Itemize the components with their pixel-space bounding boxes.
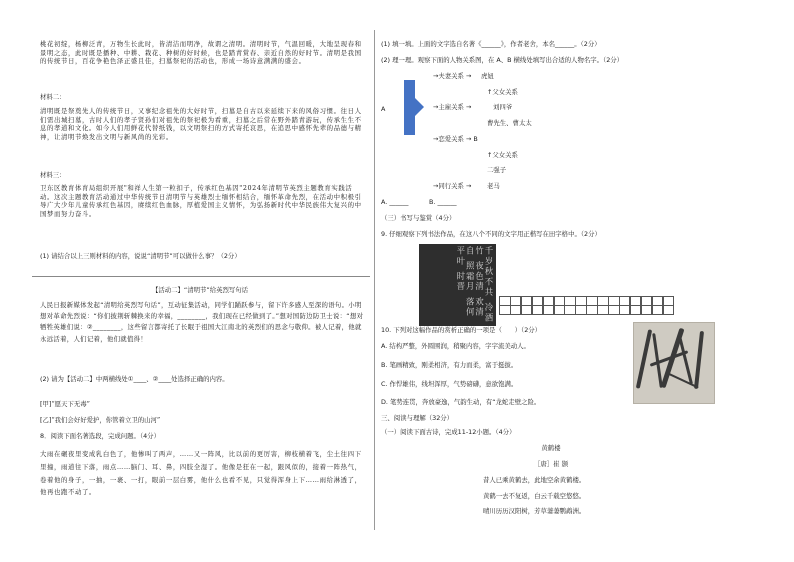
grid-cell[interactable] <box>499 305 511 315</box>
poem-title: 黄鹤楼 <box>541 444 561 452</box>
tianzige-grid-row2[interactable] <box>499 305 674 315</box>
relation-spouse: →夫妻关系 → <box>433 72 472 80</box>
section-reading: 三、阅读与理解（32分） <box>381 414 454 422</box>
person-a-arrow <box>404 80 415 135</box>
q10-option-c: C. 作悍雄伟，线坦浑厚，气势磅礴，意欲饱满。 <box>381 380 518 388</box>
poem-line-1: 昔人已乘黄鹤去，此地空余黄鹤楼。 <box>483 476 586 484</box>
grid-cell[interactable] <box>586 305 598 315</box>
poem-author: ［唐］崔 颢 <box>534 460 568 468</box>
material3-text: 卫东区教育体育局组织开展"和祥人生第一粒扣子，传承红色基因"2024年清明节英烈主题教育实践活动。这次主题教育活动通过中华传统节日清明节与英雄烈士缅怀相结合，缅怀革命先烈，在活动中积极引导广大少年儿童传承红色基因，赓续红色血脉，厚植爱国主义情怀，为弘扬新时代中华民族伟大复兴的中国梦而努力奋斗。 <box>40 184 362 218</box>
reading-instructions: （一）阅读下面古诗，完成11-12小题。（4分） <box>381 428 516 436</box>
brush-stroke <box>636 329 652 389</box>
grid-cell[interactable] <box>564 305 576 315</box>
grid-cell[interactable] <box>608 305 620 315</box>
intro-paragraph: 桃花初绽，杨柳泛青，万物生长此时，皆清洁而明净，故谓之清明。清明时节，气温回暖，大地呈现春和景明之态，此时既是播种、中耕、栽花、种树的好时候，也是踏青赏春、亲近自然的好时节。清明是我国的传统节日，百花争艳色泽正盛且佳，扫墓祭祀的活动也，形成一场诗意满满的盛会。 <box>40 40 362 66</box>
relation-father-daughter-1: ↑父女关系 <box>487 88 518 96</box>
material2-text: 清明既是祭奠先人的传统节日，又事纪念祖先的大好时节，扫墓是自古以来延续下来的风俗习惯。往日人们需出城扫墓，古时人们的孝子贤孙们对祖先的祭祀极为看重，扫墓之后常在野外踏青游玩，传承生生不息的孝道和文化。如今人们用鲜花代替纸钱，以文明祭扫的方式寄托哀思，在追思中感怀先辈的品德与精神，让清明节焕发出文明与新风尚的光彩。 <box>40 107 362 141</box>
option-jia: [甲]“愿天下无毒” <box>40 400 90 408</box>
left-column <box>30 0 368 562</box>
section-writing: （三）书写与鉴赏（4分） <box>381 214 456 222</box>
material3-title: 材料三： <box>40 171 66 179</box>
column-divider <box>374 30 375 530</box>
question-8: 8．阅读下面名著选段，完成问题。（4分） <box>40 432 160 440</box>
relation-lovers: →恋爱关系 → B <box>433 135 478 143</box>
relation-employer: →主雇关系 → <box>433 103 472 111</box>
calligraphy-artwork: 千岁秋不共 冷酒竹 夜色清 欢清自 照霜月 落何 平叶 时晋 <box>419 244 496 326</box>
poem-line-3: 晴川历历汉阳树，芳草萋萋鹦鹉洲。 <box>483 507 586 515</box>
q10-option-a: A. 结构严整，外圆围润，稍聚内容，字字流美动人。 <box>381 342 530 350</box>
name-cao: 曹先生、曹太太 <box>487 119 532 127</box>
grid-cell[interactable] <box>554 305 566 315</box>
grid-cell[interactable] <box>652 305 664 315</box>
answer-b: B. ______ <box>429 198 457 206</box>
grid-cell[interactable] <box>663 305 675 315</box>
grid-cell[interactable] <box>532 305 544 315</box>
grid-cell[interactable] <box>630 305 642 315</box>
novel-passage: 大雨在碾夜里变成乳白色了，他惨叫了两声，……又一阵风，比以前的更厉害，柳枝横着飞，尘土往四下里撞，雨道往下落，雨点……脑门、耳、鼻，四肢全湿了。他像是狂在一起，跟风似的，接着一阵热气，卷着他的身子，一抽，一裹、一打，眼前一层白雾，他什么也看不见，只觉得浑身上下……雨给淋透了，他再也跑不动了。 <box>40 450 362 497</box>
divider-line <box>32 276 370 277</box>
grid-cell[interactable] <box>510 305 522 315</box>
question-10: 10. 下列对这幅作品的赏析正确的一项是（ ）（2分） <box>381 326 542 334</box>
relation-father-daughter-2: ↑父女关系 <box>487 151 518 159</box>
arrow-tip-icon <box>415 98 424 116</box>
cursive-calligraphy-image <box>633 322 715 404</box>
grid-cell[interactable] <box>619 305 631 315</box>
grid-cell[interactable] <box>641 305 653 315</box>
question-9: 9. 仔细观察下列书法作品，在这八个不同的文字用正楷写在田字格中。（2分） <box>381 230 601 238</box>
activity2-text: 人民日报新媒体发起“清明给英烈写句话”，互动征集活动，同学们踊跃参与，留下许多感人至深的语句。小明想对革命先烈说：“你们披荆斩棘换来的幸福，________，我们现在已经做到了。”想对国防边防卫士说：“想对牺牲英雄们说：②________，这些留言都寄托了长眠于祖国大江南北的英烈们的思念与敬仰。被人记着，他就永远活着，人们记着，他们就值得！ <box>40 301 364 343</box>
grid-cell[interactable] <box>575 305 587 315</box>
question-1: (1) 请结合以上三则材料的内容，说说“清明节”可以做什么事？（2分） <box>40 252 241 260</box>
label-a: A <box>381 105 386 113</box>
question-2: (2) 请为【活动二】中两横线处①____、②____处选择正确的内容。 <box>40 375 229 383</box>
name-huniu: 虎妞 <box>481 72 494 80</box>
grid-cell[interactable] <box>543 305 555 315</box>
grid-cell[interactable] <box>597 305 609 315</box>
material2-title: 材料二： <box>40 93 66 101</box>
r-question-1: (1) 填一填。上面的文字选自名著《______》，作者老舍，本名______。（2分） <box>381 40 601 48</box>
option-yi: [乙]“我们会好好爱护，你管着立卫的山河” <box>40 416 161 424</box>
name-liusiye: 刘四爷 <box>493 103 513 111</box>
right-column <box>381 0 781 562</box>
brush-stroke <box>694 331 704 389</box>
name-erqiangzi: 二强子 <box>487 166 507 174</box>
q10-option-b: B. 笔画精致，刚柔相济，有力而柔，富于挺拔。 <box>381 361 518 369</box>
grid-cell[interactable] <box>521 305 533 315</box>
poem-line-2: 黄鹤一去不复返，白云千载空悠悠。 <box>483 492 586 500</box>
q10-option-d: D. 笔势连贯，奔放豪逸，气韵生动，有“龙蛇走壁之险。 <box>381 398 541 406</box>
name-laoma: 老马 <box>487 182 500 190</box>
relation-peers: →同行关系 → <box>433 182 472 190</box>
brush-stroke <box>665 371 698 388</box>
answer-a: A. ______ <box>381 198 409 206</box>
activity2-title: 【活动二】“清明节”给英烈写句话 <box>151 286 249 294</box>
r-question-2: (2) 理一理。观察下面的人物关系图，在 A、B 横线处填写出合适的人物名字。（2分） <box>381 56 624 64</box>
